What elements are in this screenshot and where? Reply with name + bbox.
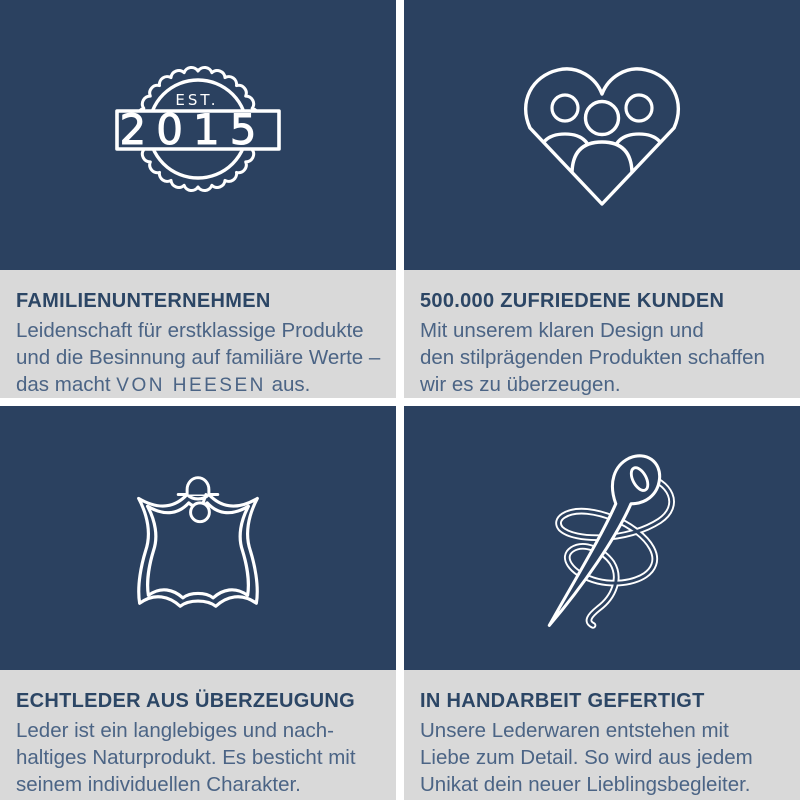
panel-heading: ECHTLEDER AUS ÜBERZEUGUNG bbox=[16, 690, 355, 712]
body-line: wir es zu überzeugen. bbox=[420, 373, 621, 396]
panel-familienunternehmen bbox=[0, 0, 396, 398]
text-block bbox=[404, 270, 800, 398]
badge-est-text: EST. bbox=[175, 91, 219, 109]
panel-heading: 500.000 ZUFRIEDENE KUNDEN bbox=[420, 290, 725, 312]
panel-echtleder bbox=[0, 406, 396, 800]
text-block bbox=[404, 670, 800, 800]
icon-tile bbox=[404, 406, 800, 670]
icon-tile bbox=[0, 406, 396, 670]
body-line: den stilprägenden Produkten schaffen bbox=[420, 346, 765, 369]
body-line: Leder ist ein langlebiges und nach- bbox=[16, 719, 334, 742]
body-line: Liebe zum Detail. So wird aus jedem bbox=[420, 746, 753, 769]
body-line bbox=[16, 371, 384, 398]
body-text: das macht bbox=[16, 373, 117, 396]
badge-year-text: 2015 bbox=[119, 105, 267, 154]
panel-heading: IN HANDARBEIT GEFERTIGT bbox=[420, 690, 705, 712]
panel-handarbeit bbox=[404, 406, 800, 800]
body-line: haltiges Naturprodukt. Es besticht mit bbox=[16, 746, 356, 769]
text-block bbox=[0, 270, 396, 398]
body-line: Leidenschaft für erstklassige Produkte bbox=[16, 319, 364, 342]
est-2015-badge-icon bbox=[106, 50, 290, 220]
body-text: aus. bbox=[265, 373, 311, 396]
family-heart-icon bbox=[514, 56, 690, 214]
body-line: Unikat dein neuer Lieblingsbegleiter. bbox=[420, 773, 751, 796]
brand-name: VON HEESEN bbox=[116, 375, 266, 396]
icon-tile bbox=[404, 0, 800, 270]
body-line: Mit unserem klaren Design und bbox=[420, 319, 704, 342]
needle-thread-icon bbox=[517, 443, 688, 633]
body-line: seinem individuellen Charakter. bbox=[16, 773, 301, 796]
panel-heading: FAMILIENUNTERNEHMEN bbox=[16, 290, 271, 312]
panel-zufriedene-kunden bbox=[404, 0, 800, 398]
icon-tile bbox=[0, 0, 396, 270]
body-line: und die Besinnung auf familiäre Werte – bbox=[16, 346, 381, 369]
text-block bbox=[0, 670, 396, 800]
leather-hide-icon bbox=[108, 449, 288, 627]
body-line: Unsere Lederwaren entstehen mit bbox=[420, 719, 729, 742]
